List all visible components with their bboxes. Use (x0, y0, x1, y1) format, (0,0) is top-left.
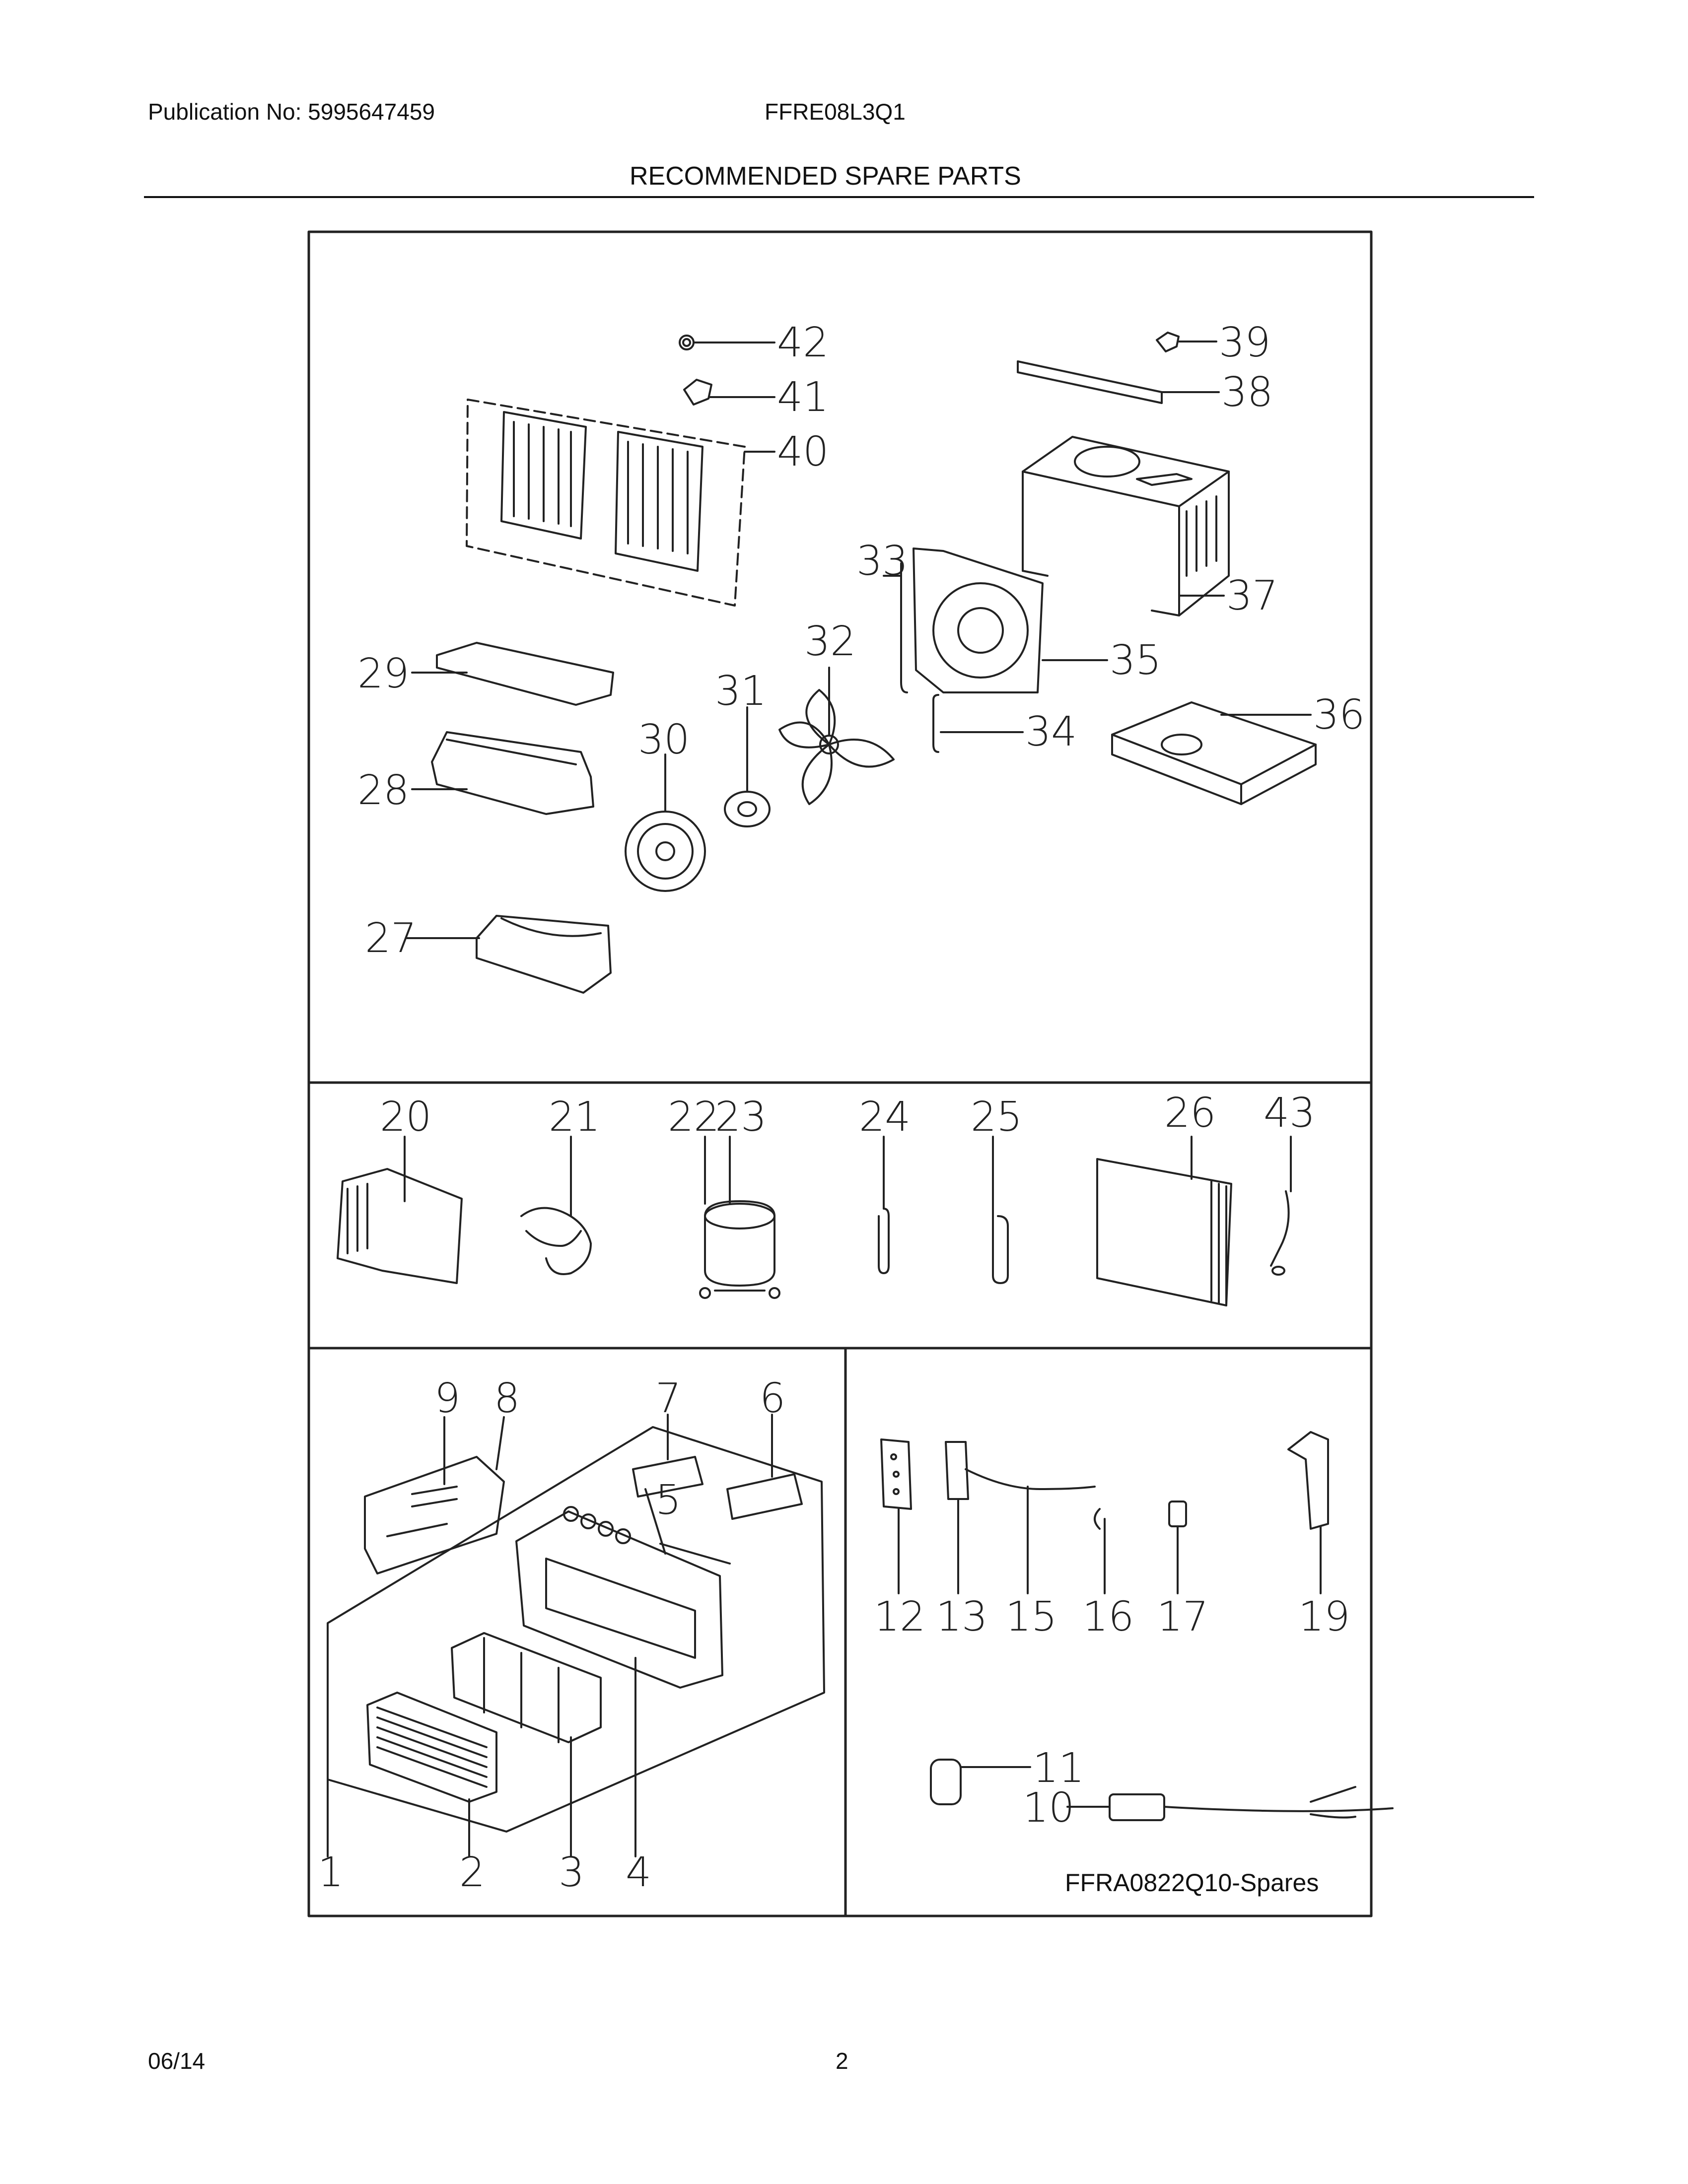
part-36-base-pan (1112, 702, 1316, 804)
part-43-sensor (1271, 1137, 1291, 1275)
callout-11: 11 (1033, 1745, 1085, 1792)
callout-33: 33 (856, 538, 909, 585)
part-11-remote (931, 1760, 1030, 1804)
callout-31: 31 (715, 668, 767, 715)
part-19-bracket (1288, 1432, 1328, 1593)
part-38-top-rail (1018, 361, 1219, 403)
callout-42: 42 (777, 319, 829, 366)
callout-4: 4 (626, 1849, 652, 1896)
part-42-spring (680, 336, 774, 349)
callout-22: 22 (668, 1093, 720, 1141)
part-39-bracket (1157, 333, 1216, 351)
footer-page-number: 2 (836, 2048, 848, 2074)
part-22-23-compressor (700, 1137, 779, 1298)
part-37-cabinet (1023, 437, 1229, 615)
callout-37: 37 (1226, 572, 1278, 619)
callout-28: 28 (357, 767, 410, 814)
part-28-scroll-housing (412, 732, 593, 814)
part-12-control-board (881, 1439, 911, 1593)
part-16-clip (1095, 1509, 1105, 1593)
part-41-clip (684, 380, 774, 405)
callout-43: 43 (1264, 1090, 1316, 1137)
part-31-motor (725, 707, 770, 826)
callout-38: 38 (1221, 369, 1273, 416)
callout-27: 27 (365, 915, 417, 962)
callout-3: 3 (559, 1849, 585, 1896)
part-32-fan-blade (779, 668, 894, 804)
callout-23: 23 (715, 1093, 767, 1141)
callout-1: 1 (318, 1849, 344, 1896)
part-26-condenser (1097, 1137, 1231, 1305)
callout-13: 13 (936, 1593, 988, 1640)
part-13-display (946, 1442, 968, 1593)
part-5-shaft-knobs (564, 1489, 730, 1564)
callout-25: 25 (971, 1093, 1023, 1141)
callout-35: 35 (1110, 637, 1162, 684)
callout-39: 39 (1219, 319, 1271, 366)
callout-19: 19 (1298, 1593, 1350, 1640)
callout-32: 32 (804, 618, 856, 665)
model-number: FFRE08L3Q1 (765, 99, 906, 125)
callout-8: 8 (494, 1375, 520, 1422)
callout-36: 36 (1313, 691, 1365, 739)
part-15-wire (966, 1469, 1095, 1593)
callout-26: 26 (1164, 1090, 1216, 1137)
footer-date: 06/14 (148, 2048, 206, 2074)
callout-40: 40 (777, 428, 829, 476)
callout-34: 34 (1025, 708, 1077, 755)
callout-16: 16 (1082, 1593, 1134, 1640)
callout-2: 2 (459, 1849, 486, 1896)
part-27-front-housing (407, 916, 611, 993)
page-title: RECOMMENDED SPARE PARTS (630, 162, 1021, 191)
part-40-side-curtains (467, 400, 774, 606)
callout-12: 12 (874, 1593, 926, 1640)
part-6-foam (727, 1415, 802, 1519)
callout-5: 5 (655, 1477, 682, 1524)
callout-labels (318, 319, 1365, 1896)
part-24-capillary (879, 1137, 889, 1273)
part-8-9-hardware-kit (365, 1417, 504, 1573)
publication-number: Publication No: 5995647459 (148, 99, 435, 125)
part-25-capillary (993, 1137, 1008, 1283)
part-35-shroud (914, 548, 1107, 692)
part-21-pipe-assembly (521, 1137, 591, 1274)
part-34-hook (933, 695, 1023, 752)
callout-20: 20 (380, 1093, 432, 1141)
callout-6: 6 (760, 1375, 786, 1422)
part-20-evaporator (338, 1137, 462, 1283)
part-17-capacitor (1169, 1502, 1186, 1593)
callout-29: 29 (357, 650, 410, 697)
part-29-top-cover (412, 643, 613, 705)
diagram-caption: FFRA0822Q10-Spares (1065, 1869, 1319, 1897)
part-10-power-cord (1067, 1787, 1393, 1820)
front-assembly-outline (328, 1427, 824, 1832)
callout-21: 21 (549, 1093, 601, 1141)
callout-17: 17 (1157, 1593, 1209, 1640)
part-30-blower-wheel (626, 754, 705, 891)
part-4-front-frame (516, 1511, 722, 1856)
callout-41: 41 (777, 374, 829, 421)
callout-10: 10 (1023, 1784, 1075, 1832)
part-2-grille (367, 1693, 496, 1856)
callout-15: 15 (1005, 1593, 1057, 1640)
callout-24: 24 (859, 1093, 911, 1141)
callout-9: 9 (434, 1375, 461, 1422)
callout-30: 30 (638, 716, 690, 763)
callout-7: 7 (655, 1375, 682, 1422)
